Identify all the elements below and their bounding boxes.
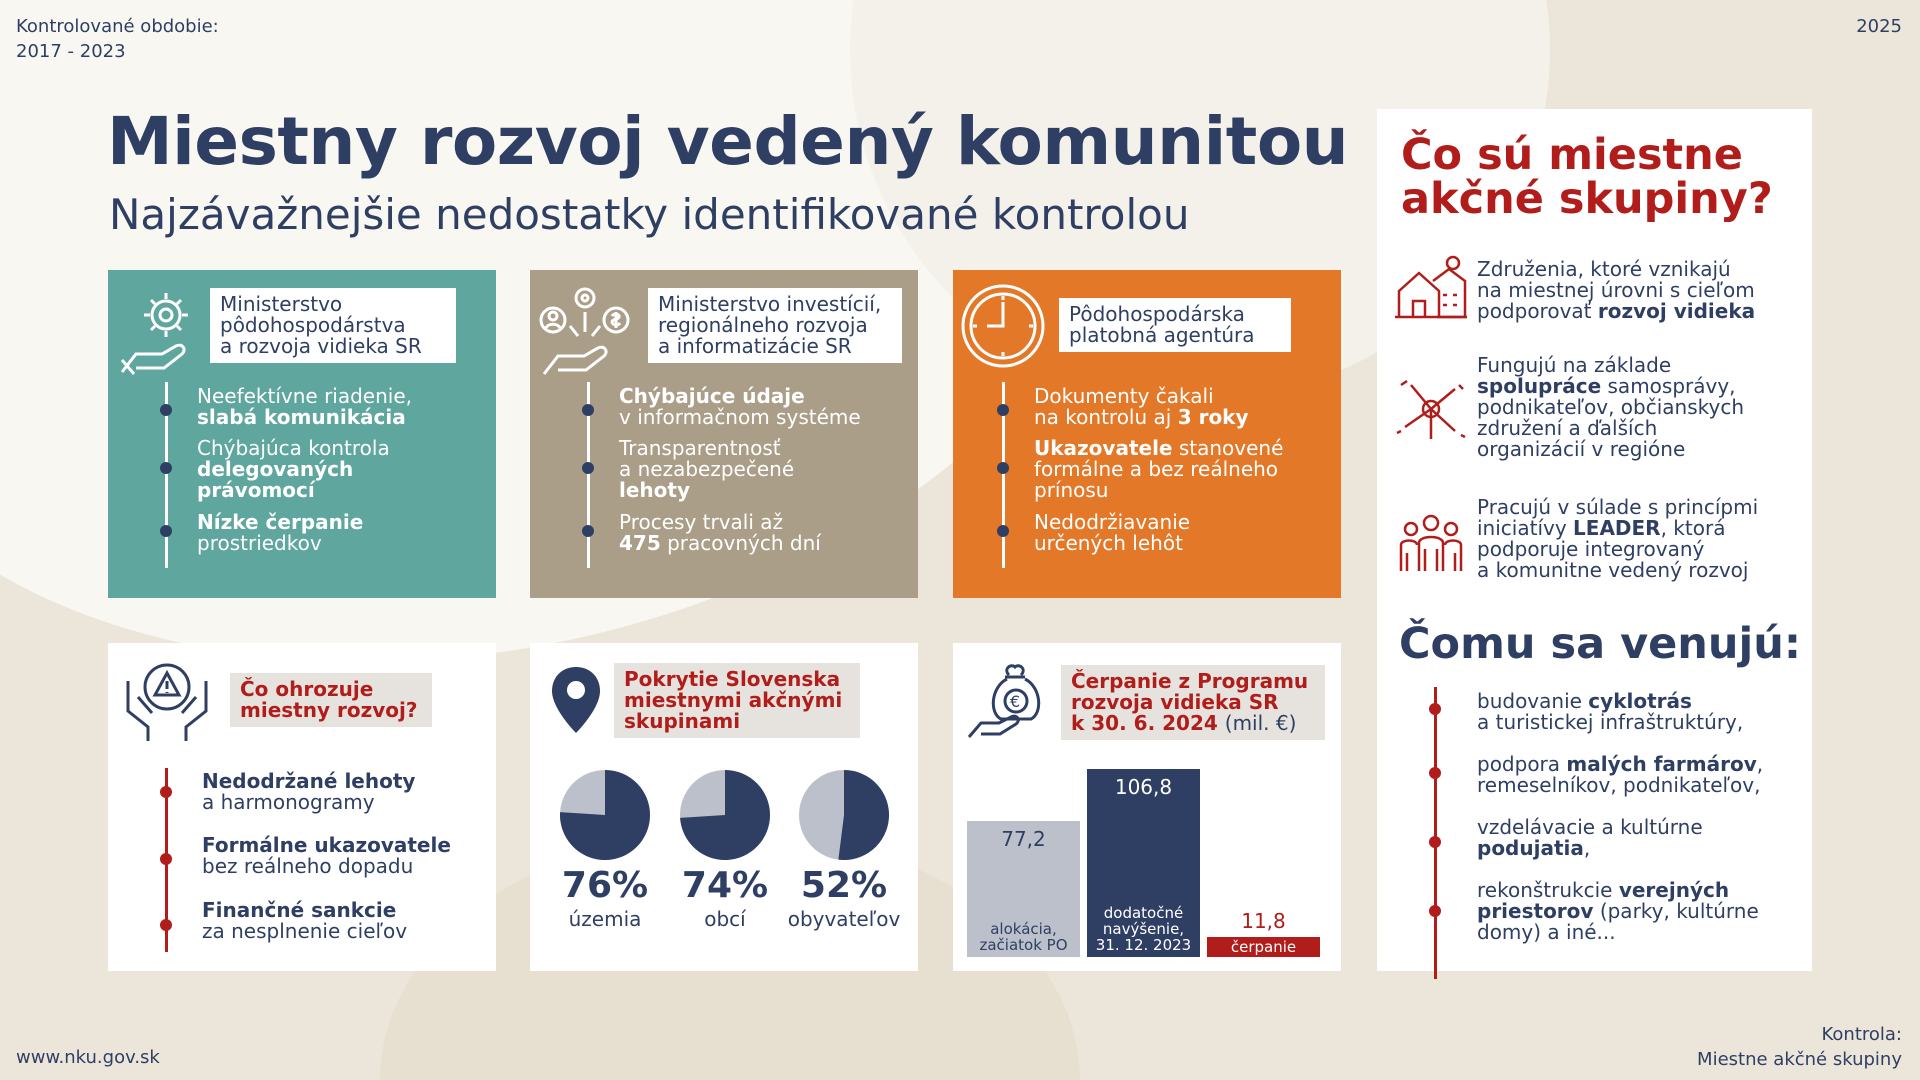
clock-icon [959, 282, 1047, 374]
category-increase: dodatočné navýšenie, 31. 12. 2023 [1095, 904, 1192, 954]
website-link[interactable]: www.nku.gov.sk [16, 1047, 160, 1068]
pie-population [798, 769, 890, 861]
money-bag-hand-icon [965, 661, 1055, 749]
bullet-item: Chýbajúca kontrola delegovaných právomocí [197, 436, 390, 502]
focus-item: budovanie cyklotrás a turistickej infraštruktúry, [1477, 689, 1744, 734]
sidebar-item-cooperation: Fungujú na základe spolupráce samosprávy, podnikateľov, občianskych združení a ďalších organizácií v regióne [1477, 353, 1744, 461]
bullet-item: Chýbajúce údaje v informačnom systéme [619, 384, 861, 429]
card-ministry-agriculture [108, 270, 496, 598]
sidebar-item-leader: Pracujú v súlade s princípmi iniciatívy LEADER, ktorá podporuje integrovaný a komunitne vedený rozvoj [1477, 495, 1759, 582]
card-label: Ministerstvo investícií, regionálneho rozvoja a informatizácie SR [648, 288, 902, 363]
audit-info: Kontrola: Miestne akčné skupiny [1697, 1024, 1902, 1070]
group-people-icon [1393, 509, 1469, 579]
location-pin-icon [550, 665, 602, 739]
bullet-item: Ukazovatele stanovené formálne a bez reálneho prínosu [1034, 436, 1284, 502]
bullet-item: Dokumenty čakali na kontrolu aj 3 roky [1034, 384, 1249, 429]
spending-chart [967, 743, 1337, 957]
card-threats [108, 643, 496, 971]
threat-item: Finančné sankcie za nesplnenie cieľov [202, 898, 408, 943]
card-payment-agency [953, 270, 1341, 598]
spending-title: Čerpanie z Programu rozvoja vidieka SR k 30. 6. 2024 (mil. €) [1061, 665, 1325, 740]
pie-territory [559, 769, 651, 861]
bullet-item: Neefektívne riadenie, slabá komunikácia [197, 384, 412, 429]
card-bullets [165, 382, 485, 568]
warning-hands-icon [120, 657, 215, 751]
label-population: obyvateľov [787, 907, 901, 931]
pct-population: 52% [800, 865, 888, 906]
card-bullets [1002, 382, 1322, 568]
focus-item: vzdelávacie a kultúrne podujatia, [1477, 815, 1703, 860]
coverage-title: Pokrytie Slovenska miestnymi akčnými skupinami [614, 663, 860, 738]
label-territory: územia [568, 907, 642, 931]
pct-territory: 76% [561, 865, 649, 906]
threat-item: Formálne ukazovatele bez reálneho dopadu [202, 833, 451, 878]
value-label-increase: 106,8 [1114, 775, 1173, 799]
people-gear-money-hand-icon [538, 282, 633, 386]
threat-item: Nedodržané lehoty a harmonogramy [202, 769, 416, 814]
focus-item: rekonštrukcie verejných priestorov (parky, kultúrne domy) a iné... [1477, 878, 1759, 944]
label-municipalities: obcí [704, 907, 746, 931]
card-bullets [587, 382, 907, 568]
village-icon [1393, 251, 1469, 325]
card-ministry-investment [530, 270, 918, 598]
svg-text:€: € [1010, 692, 1021, 711]
card-spending [953, 643, 1341, 971]
year: 2025 [1856, 16, 1902, 37]
pie-slice [838, 770, 889, 860]
period-value: 2017 - 2023 [16, 41, 126, 62]
gear-hand-icon [116, 280, 206, 384]
joined-hands-icon [1393, 371, 1469, 451]
sidebar-item-definition: Združenia, ktoré vznikajú na miestnej úrovni s cieľom podporovať rozvoj vidieka [1477, 257, 1756, 323]
focus-item: podpora malých farmárov, remeselníkov, podnikateľov, [1477, 752, 1764, 797]
value-label-drawn: 11,8 [1241, 909, 1286, 933]
sidebar-panel [1377, 109, 1812, 971]
pie-municipalities [679, 769, 771, 861]
period-info [16, 14, 219, 64]
category-drawn: čerpanie [1230, 938, 1297, 956]
value-label-allocation: 77,2 [1001, 827, 1046, 852]
focus-title: Čomu sa venujú: [1399, 619, 1802, 669]
category-allocation: alokácia, začiatok PO [979, 920, 1068, 954]
card-coverage [530, 643, 918, 971]
page-title: Miestny rozvoj vedený komunitou [107, 103, 1349, 180]
period-label: Kontrolované obdobie: [16, 16, 219, 37]
bullet-item: Nedodržiavanie určených lehôt [1034, 510, 1191, 555]
page-subtitle: Najzávažnejšie nedostatky identifikované kontrolou [109, 190, 1190, 239]
card-label: Pôdohospodárska platobná agentúra [1059, 298, 1291, 352]
card-label: Ministerstvo pôdohospodárstva a rozvoja vidieka SR [210, 288, 456, 363]
sidebar-title: Čo sú miestne akčné skupiny? [1401, 130, 1773, 224]
bullet-item: Transparentnosť a nezabezpečené lehoty [619, 436, 795, 502]
bullet-item: Procesy trvali až 475 pracovných dní [619, 510, 821, 555]
threats-title: Čo ohrozuje miestny rozvoj? [230, 673, 432, 727]
bullet-item: Nízke čerpanie prostriedkov [197, 510, 364, 555]
pct-municipalities: 74% [681, 865, 769, 906]
